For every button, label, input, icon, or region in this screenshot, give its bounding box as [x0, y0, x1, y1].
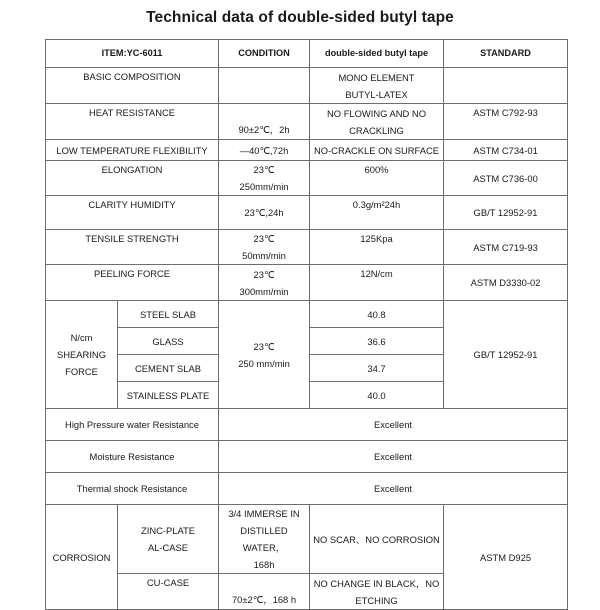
corrosion-value: NO SCAR、NO CORROSION	[310, 505, 444, 574]
value-cell	[310, 104, 444, 140]
condition-cell	[219, 68, 310, 104]
item-cell: TENSILE STRENGTH	[46, 230, 219, 265]
resistance-row	[46, 473, 568, 505]
resistance-row	[46, 409, 568, 441]
item-cell: LOW TEMPERATURE FLEXIBILITY	[46, 140, 219, 161]
corrosion-condition: 70±2℃，168 h	[219, 574, 310, 610]
value-cell: 600%	[310, 161, 444, 196]
condition-line: 168h	[253, 559, 275, 570]
condition-line: 23℃	[253, 268, 275, 280]
header-condition: CONDITION	[219, 40, 310, 68]
resistance-value: Excellent	[219, 409, 568, 441]
standard-cell: ASTM D3330-02	[444, 265, 568, 301]
condition-line: 3/4 IMMERSE IN	[228, 508, 300, 519]
value-line: MONO ELEMENT	[338, 71, 415, 83]
resistance-value: Excellent	[219, 441, 568, 473]
resistance-item: Thermal shock Resistance	[46, 473, 219, 505]
resistance-row	[46, 441, 568, 473]
shearing-sub-item: GLASS	[118, 328, 219, 355]
standard-cell: ASTM C792-93	[444, 104, 568, 140]
table-row	[46, 196, 568, 230]
condition-line: 250mm/min	[239, 181, 289, 192]
corrosion-sub-item	[118, 505, 219, 574]
header-product: double-sided butyl tape	[310, 40, 444, 68]
condition-cell: —40℃,72h	[219, 140, 310, 161]
shearing-condition	[219, 301, 310, 409]
condition-cell	[219, 265, 310, 301]
header-row	[46, 40, 568, 68]
condition-cell: 90±2℃，2h	[219, 104, 310, 140]
value-line: BUTYL-LATEX	[345, 88, 408, 100]
shearing-label-line: FORCE	[65, 366, 98, 377]
standard-cell: GB/T 12952-91	[444, 196, 568, 230]
shearing-label	[46, 301, 118, 409]
value-line: ETCHING	[355, 594, 398, 606]
item-cell: HEAT RESISTANCE	[46, 104, 219, 140]
value-line: NO CHANGE IN BLACK，NO	[313, 577, 440, 589]
header-item: ITEM:YC-6011	[46, 40, 219, 68]
resistance-item: Moisture Resistance	[46, 441, 219, 473]
item-cell: PEELING FORCE	[46, 265, 219, 301]
corrosion-standard: ASTM D925	[444, 505, 568, 610]
resistance-item: High Pressure water Resistance	[46, 409, 219, 441]
shearing-sub-item: STEEL SLAB	[118, 301, 219, 328]
condition-line: 23℃	[253, 164, 275, 175]
condition-line: 50mm/min	[242, 250, 286, 261]
condition-cell	[219, 161, 310, 196]
standard-cell	[444, 68, 568, 104]
tech-data-table	[45, 39, 568, 610]
corrosion-sub-item: CU-CASE	[118, 574, 219, 610]
table-row	[46, 161, 568, 196]
value-cell: 125Kpa	[310, 230, 444, 265]
resistance-value: Excellent	[219, 473, 568, 505]
value-cell: 12N/cm	[310, 265, 444, 301]
standard-cell: ASTM C734-01	[444, 140, 568, 161]
page-title: Technical data of double-sided butyl tape	[146, 9, 454, 26]
shearing-sub-item: CEMENT SLAB	[118, 355, 219, 382]
shearing-value: 34.7	[310, 355, 444, 382]
corrosion-value	[310, 574, 444, 610]
table-row	[46, 104, 568, 140]
table-row	[46, 140, 568, 161]
shearing-value: 40.8	[310, 301, 444, 328]
shearing-sub-item: STAINLESS PLATE	[118, 382, 219, 409]
value-line: CRACKLING	[349, 124, 404, 136]
sub-item-line: AL-CASE	[147, 542, 189, 553]
header-standard: STANDARD	[444, 40, 568, 68]
sub-item-line: ZINC-PLATE	[141, 525, 195, 536]
item-cell: BASIC COMPOSITION	[46, 68, 219, 104]
condition-line: 300mm/min	[239, 285, 289, 297]
item-cell: CLARITY HUMIDITY	[46, 196, 219, 230]
shearing-label-line: N/cm	[70, 332, 93, 343]
corrosion-row	[46, 505, 568, 574]
standard-cell: ASTM C736-00	[444, 161, 568, 196]
corrosion-condition	[219, 505, 310, 574]
shearing-value: 40.0	[310, 382, 444, 409]
shearing-label-line: SHEARING	[57, 349, 106, 360]
shearing-row	[46, 301, 568, 328]
table-row	[46, 265, 568, 301]
corrosion-label: CORROSION	[46, 505, 118, 610]
value-cell: 0.3g/m²24h	[310, 196, 444, 230]
value-cell: NO-CRACKLE ON SURFACE	[310, 140, 444, 161]
value-line: NO FLOWING AND NO	[327, 107, 426, 119]
standard-cell: ASTM C719-93	[444, 230, 568, 265]
condition-cell: 23℃,24h	[219, 196, 310, 230]
table-row	[46, 230, 568, 265]
value-cell	[310, 68, 444, 104]
shearing-value: 36.6	[310, 328, 444, 355]
condition-cell	[219, 230, 310, 265]
condition-line: 23℃	[253, 233, 275, 244]
condition-line: 23℃	[253, 340, 275, 352]
condition-line: 250 mm/min	[238, 357, 290, 369]
item-cell: ELONGATION	[46, 161, 219, 196]
condition-line: DISTILLED WATER，	[240, 525, 288, 553]
table-row	[46, 68, 568, 104]
shearing-standard: GB/T 12952-91	[444, 301, 568, 409]
